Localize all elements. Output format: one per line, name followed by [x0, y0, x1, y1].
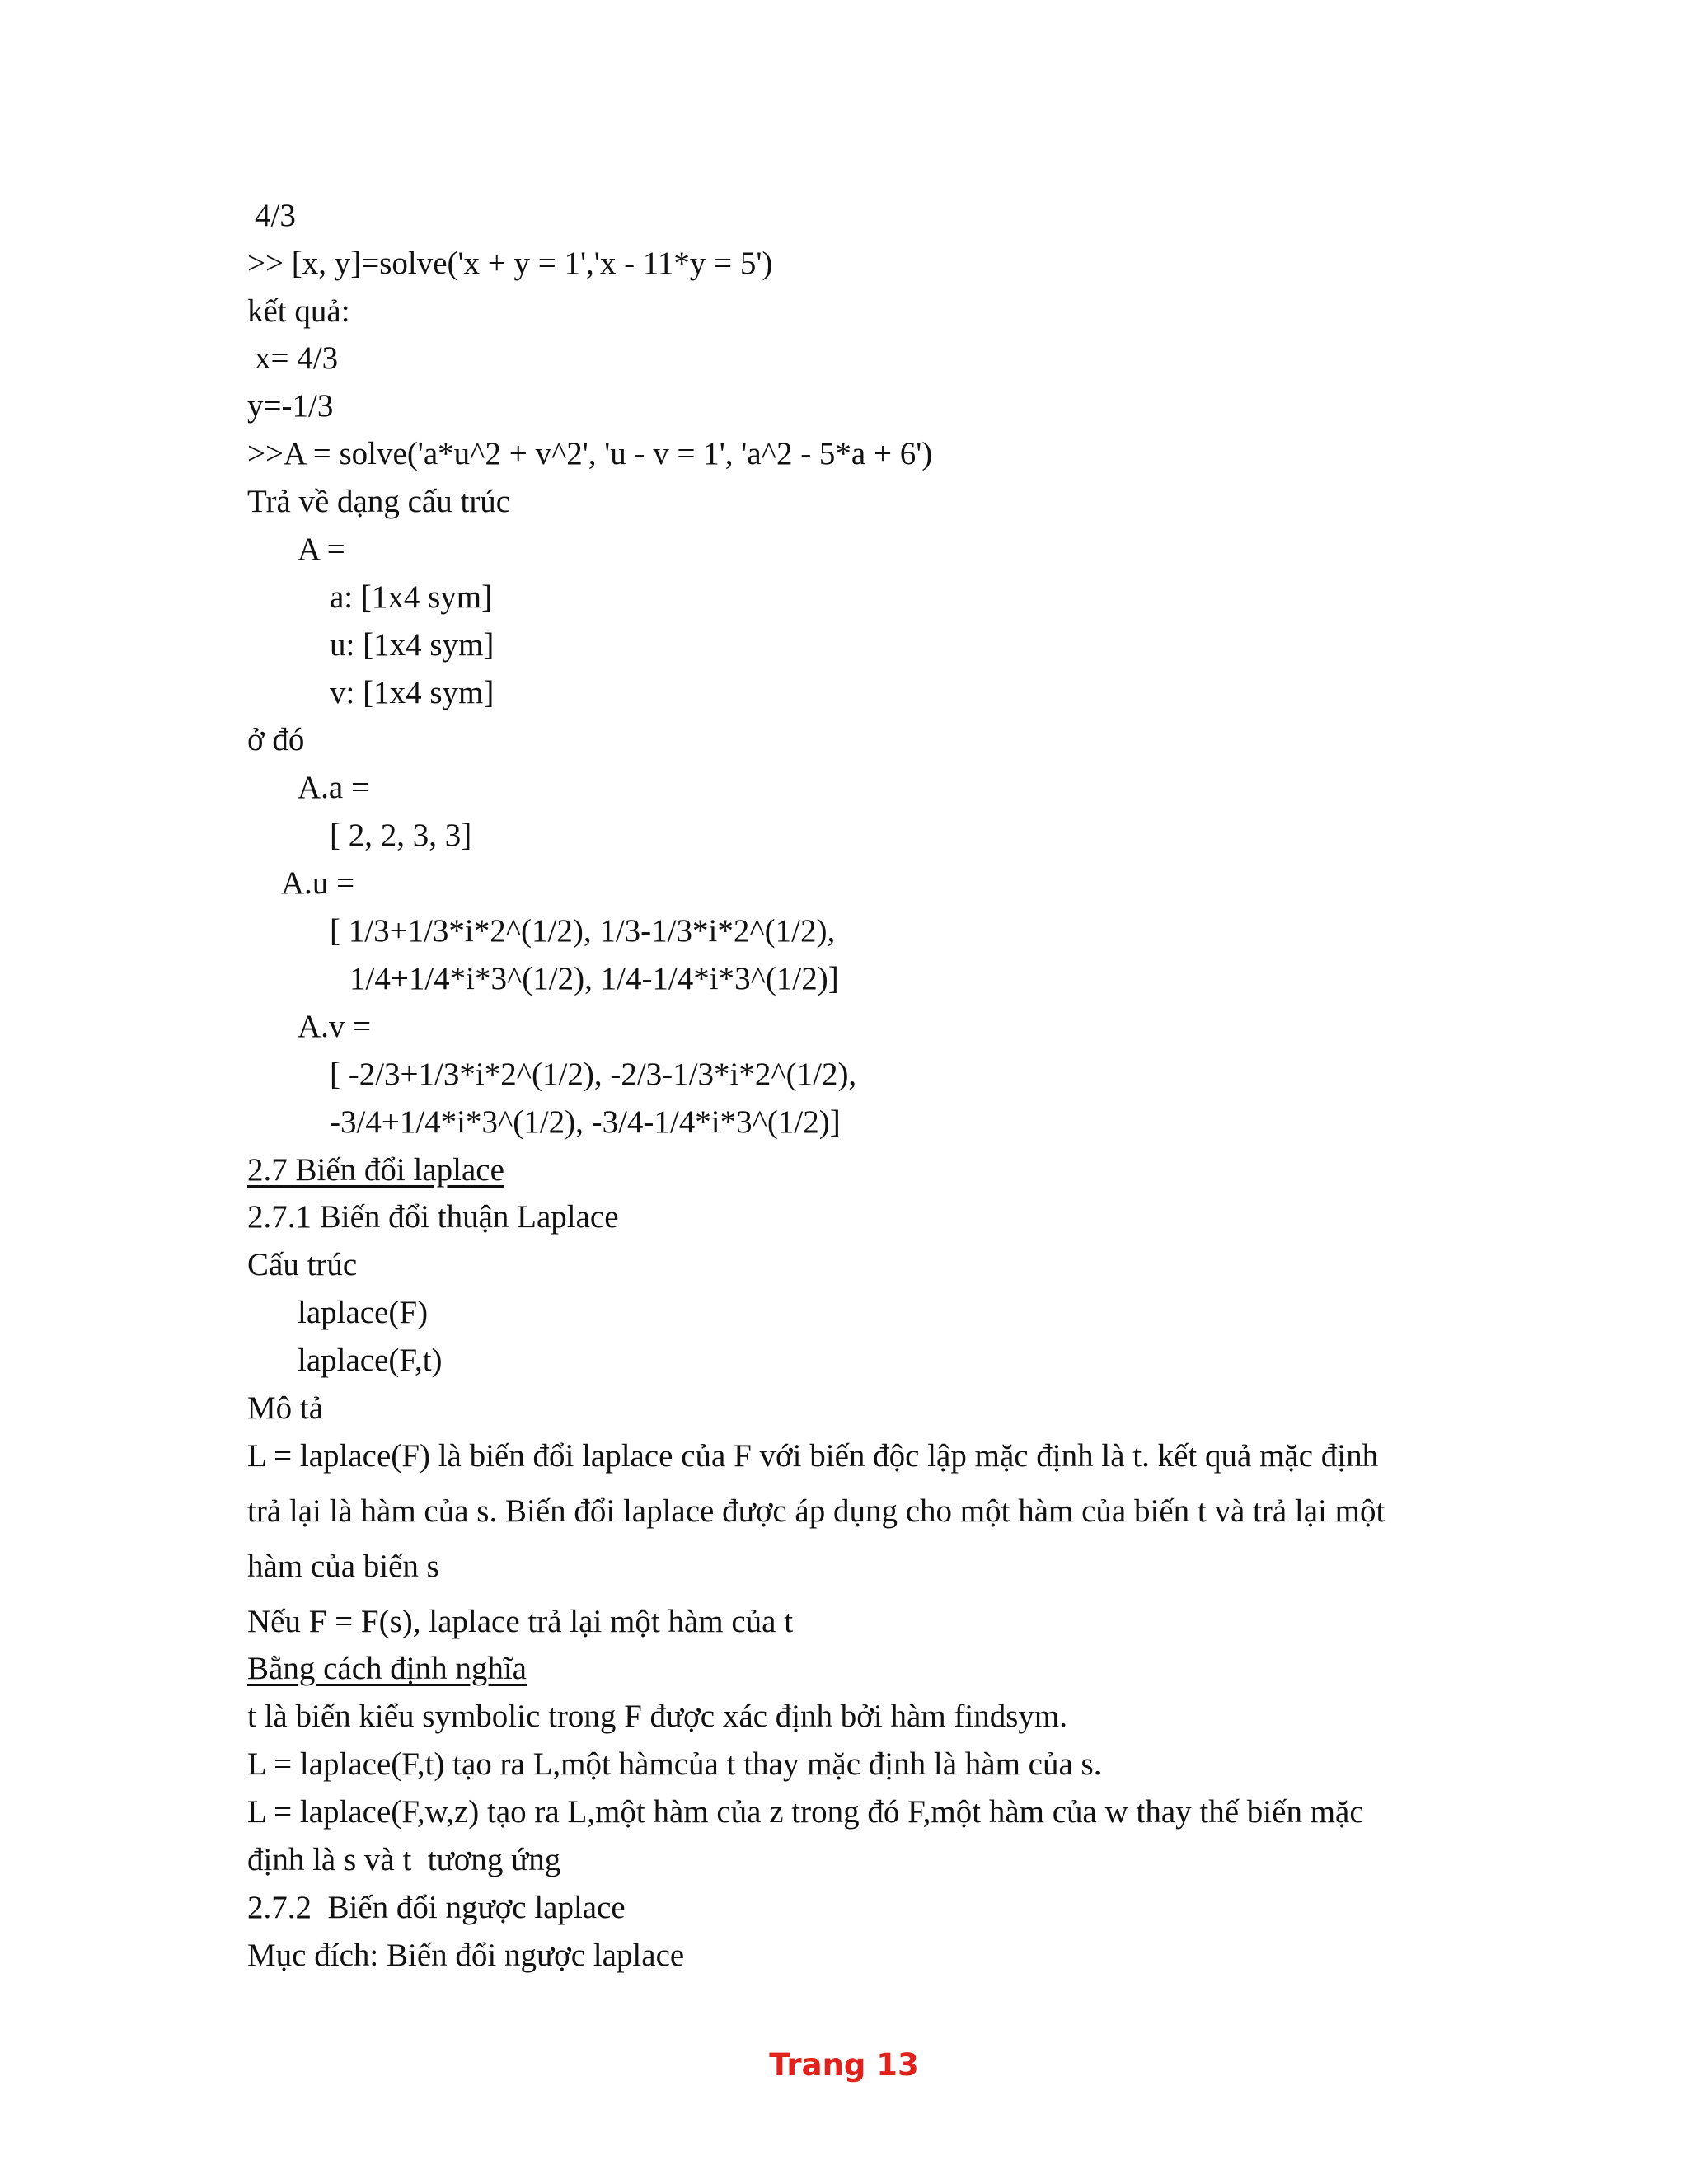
text-line: t là biến kiểu symbolic trong F được xác định bởi hàm findsym.	[247, 1699, 1067, 1734]
code-line: [ -2/3+1/3*i*2^(1/2), -2/3-1/3*i*2^(1/2),	[330, 1057, 857, 1092]
code-line: A =	[298, 532, 345, 567]
code-line: laplace(F,t)	[298, 1343, 443, 1378]
page-number: Trang 13	[769, 2047, 919, 2083]
subsection-heading: 2.7.2 Biến đổi ngược laplace	[247, 1890, 626, 1925]
subsection-heading: 2.7.1 Biến đổi thuận Laplace	[247, 1199, 619, 1235]
paragraph-line: định là s và t tương ứng	[247, 1842, 561, 1877]
text-line: y=-1/3	[247, 388, 334, 424]
text-line: Mục đích: Biến đổi ngược laplace	[247, 1938, 685, 1973]
text-line: ở đó	[247, 722, 305, 757]
text-line: kết quả:	[247, 293, 350, 329]
text-line: Mô tả	[247, 1390, 324, 1426]
code-line: laplace(F)	[298, 1295, 429, 1330]
code-line: [ 2, 2, 3, 3]	[330, 818, 472, 853]
code-line: A.u =	[281, 865, 355, 901]
paragraph-line: hàm của biến s	[247, 1549, 439, 1584]
code-line: >>A = solve('a*u^2 + v^2', 'u - v = 1', 'a^2 - 5*a + 6')	[247, 436, 933, 471]
paragraph-line: L = laplace(F) là biến đổi laplace của F với biến độc lập mặc định là t. kết quả mặc định	[247, 1438, 1379, 1474]
code-line: A.v =	[298, 1009, 372, 1044]
code-line: -3/4+1/4*i*3^(1/2), -3/4-1/4*i*3^(1/2)]	[330, 1104, 841, 1140]
code-line: u: [1x4 sym]	[330, 627, 495, 663]
text-line: Cấu trúc	[247, 1247, 358, 1282]
section-heading: 2.7 Biến đổi laplace	[247, 1152, 504, 1188]
code-line: A.a =	[298, 770, 369, 805]
text-line: Trả về dạng cấu trúc	[247, 484, 511, 519]
code-line: a: [1x4 sym]	[330, 579, 493, 615]
code-line: 1/4+1/4*i*3^(1/2), 1/4-1/4*i*3^(1/2)]	[349, 961, 839, 996]
text-line: Nếu F = F(s), laplace trả lại một hàm của t	[247, 1604, 794, 1639]
paragraph-line: trả lại là hàm của s. Biến đổi laplace được áp dụng cho một hàm của biến t và trả lại một	[247, 1493, 1386, 1529]
underlined-heading: Bằng cách định nghĩa	[247, 1651, 527, 1686]
text-line: 4/3	[255, 198, 296, 233]
paragraph-line: L = laplace(F,w,z) tạo ra L,một hàm của z trong đó F,một hàm của w thay thế biến mặc	[247, 1794, 1364, 1830]
text-line: x= 4/3	[255, 340, 339, 376]
text-line: L = laplace(F,t) tạo ra L,một hàmcủa t thay mặc định là hàm của s.	[247, 1746, 1102, 1782]
code-line: [ 1/3+1/3*i*2^(1/2), 1/3-1/3*i*2^(1/2),	[330, 913, 836, 949]
code-line: >> [x, y]=solve('x + y = 1','x - 11*y = 5')	[247, 246, 773, 281]
code-line: v: [1x4 sym]	[330, 675, 495, 710]
